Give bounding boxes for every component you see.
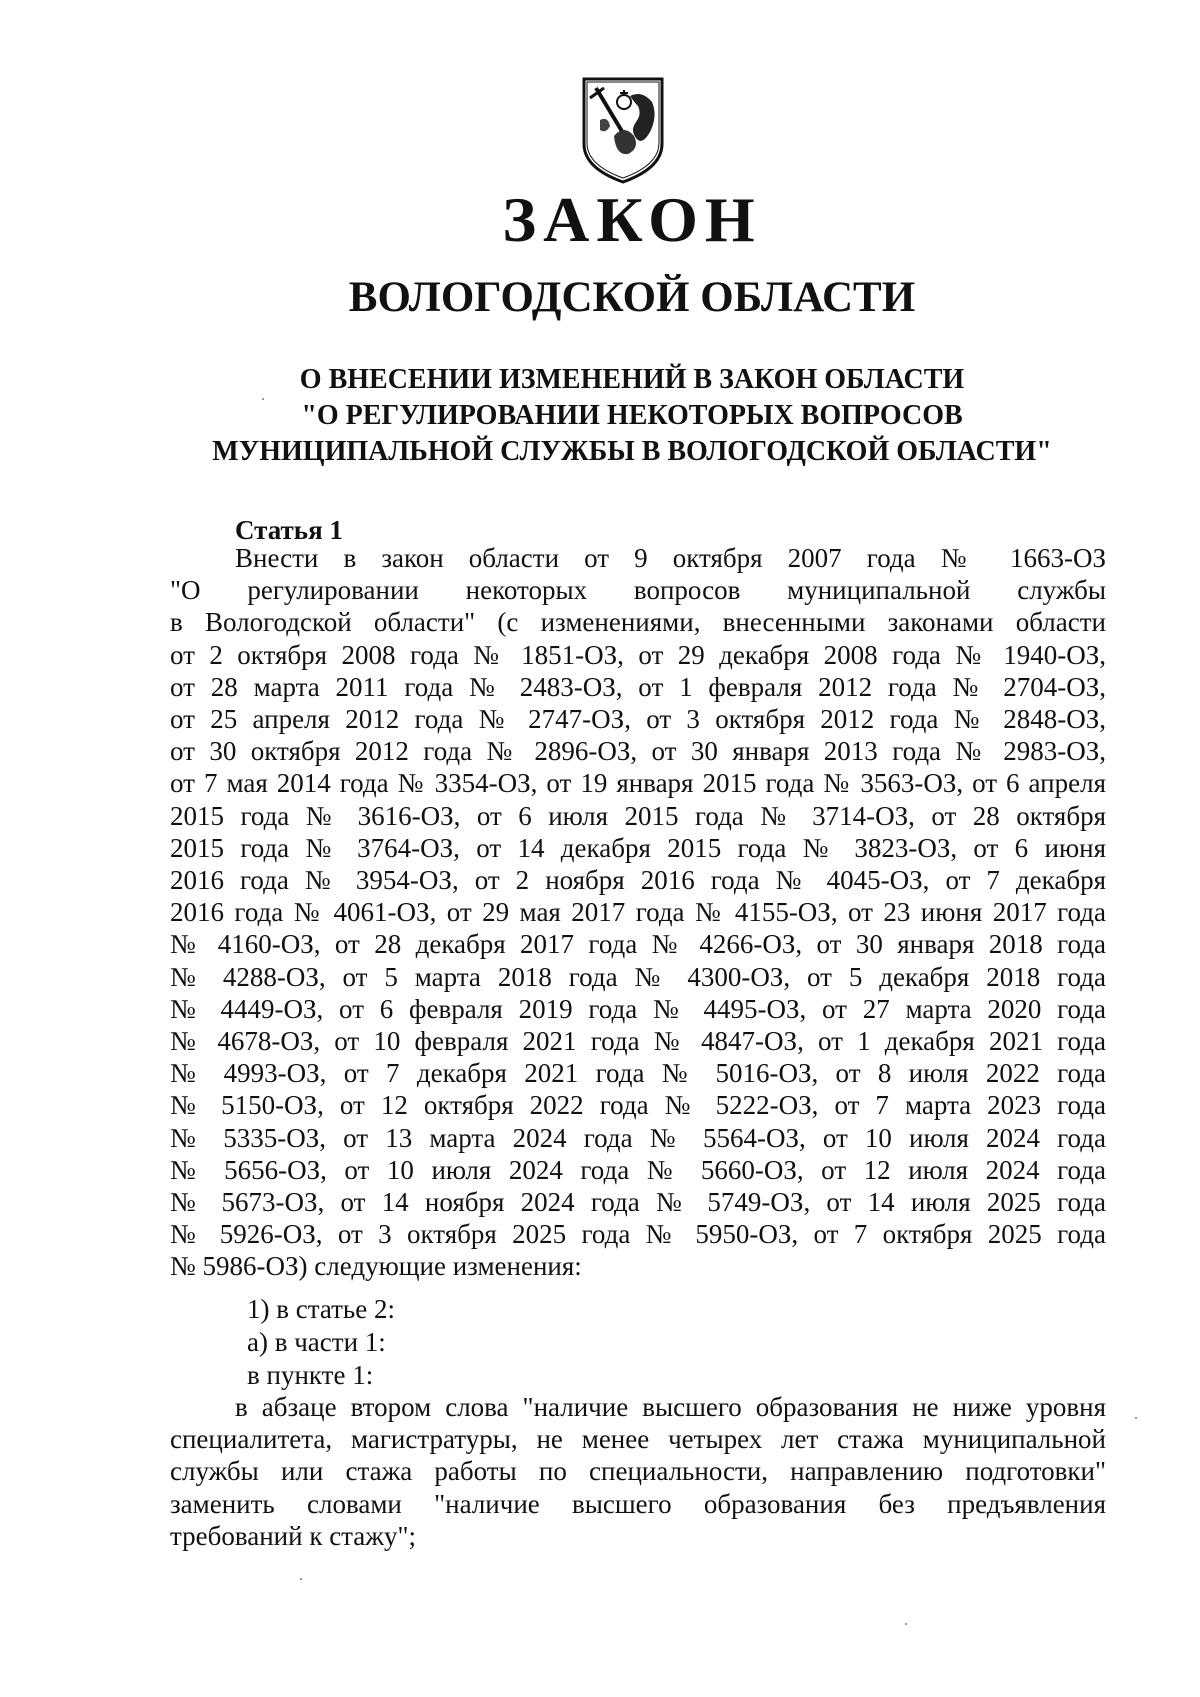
- paragraph-line: в Вологодской области" (с изменениями, внесенными законами области: [170, 607, 1106, 638]
- document-type-title: ЗАКОН: [502, 184, 762, 255]
- paragraph-line: требований к стажу";: [170, 1520, 416, 1551]
- article-title: Статья 1: [235, 515, 343, 545]
- list-item-point-1: в пункте 1:: [247, 1360, 374, 1390]
- abzac-paragraph: [170, 1391, 1106, 1552]
- paragraph-line: 2016 года № 4061-ОЗ, от 29 мая 2017 года № 4155-ОЗ, от 23 июня 2017 года: [170, 897, 1106, 928]
- scan-speck: [262, 398, 264, 400]
- scan-speck: [905, 1623, 907, 1625]
- paragraph-line: № 5673-ОЗ, от 14 ноября 2024 года № 5749-ОЗ, от 14 июля 2025 года: [170, 1187, 1106, 1218]
- coat-of-arms-emblem: [580, 76, 666, 186]
- paragraph-line: Внести в закон области от 9 октября 2007 года № 1663-ОЗ: [235, 543, 1106, 573]
- paragraph-line: от 28 марта 2011 года № 2483-ОЗ, от 1 февраля 2012 года № 2704-ОЗ,: [170, 671, 1106, 702]
- paragraph-line: 2015 года № 3764-ОЗ, от 14 декабря 2015 года № 3823-ОЗ, от 6 июня: [170, 832, 1106, 863]
- scan-speck: [300, 1578, 302, 1580]
- paragraph-line: № 4449-ОЗ, от 6 февраля 2019 года № 4495-ОЗ, от 27 марта 2020 года: [170, 993, 1106, 1024]
- paragraph-line: от 7 мая 2014 года № 3354-ОЗ, от 19 января 2015 года № 3563-ОЗ, от 6 апреля: [170, 768, 1106, 799]
- paragraph-line: в абзаце втором слова "наличие высшего образования не ниже уровня: [235, 1392, 1106, 1422]
- paragraph-line: 2016 года № 3954-ОЗ, от 2 ноября 2016 года № 4045-ОЗ, от 7 декабря: [170, 865, 1106, 896]
- region-subtitle: ВОЛОГОДСКОЙ ОБЛАСТИ: [348, 274, 916, 321]
- paragraph-line: № 5656-ОЗ, от 10 июля 2024 года № 5660-ОЗ, от 12 июля 2024 года: [170, 1154, 1106, 1185]
- paragraph-line: "О регулировании некоторых вопросов муниципальной службы: [170, 575, 1106, 606]
- paragraph-line: № 4993-ОЗ, от 7 декабря 2021 года № 5016-ОЗ, от 8 июля 2022 года: [170, 1058, 1106, 1089]
- paragraph-line: от 25 апреля 2012 года № 2747-ОЗ, от 3 октября 2012 года № 2848-ОЗ,: [170, 704, 1106, 735]
- paragraph-line: № 5986-ОЗ) следующие изменения:: [170, 1251, 582, 1282]
- paragraph-line: № 4288-ОЗ, от 5 марта 2018 года № 4300-ОЗ, от 5 декабря 2018 года: [170, 961, 1106, 992]
- list-item-1: 1) в статье 2:: [247, 1294, 395, 1324]
- heading-line: О ВНЕСЕНИИ ИЗМЕНЕНИЙ В ЗАКОН ОБЛАСТИ: [299, 364, 965, 395]
- paragraph-line: № 5335-ОЗ, от 13 марта 2024 года № 5564-ОЗ, от 10 июля 2024 года: [170, 1122, 1106, 1153]
- paragraph-line: № 5926-ОЗ, от 3 октября 2025 года № 5950-ОЗ, от 7 октября 2025 года: [170, 1219, 1106, 1250]
- paragraph-line: специалитета, магистратуры, не менее четырех лет стажа муниципальной: [170, 1424, 1106, 1455]
- heading-line: "О РЕГУЛИРОВАНИИ НЕКОТОРЫХ ВОПРОСОВ: [301, 400, 963, 431]
- scan-speck: [1135, 1417, 1137, 1419]
- paragraph-line: службы или стажа работы по специальности, направлению подготовки": [170, 1456, 1106, 1487]
- paragraph-line: № 4160-ОЗ, от 28 декабря 2017 года № 4266-ОЗ, от 30 января 2018 года: [170, 929, 1106, 960]
- paragraph-line: от 30 октября 2012 года № 2896-ОЗ, от 30 января 2013 года № 2983-ОЗ,: [170, 736, 1106, 767]
- article-intro-paragraph: [170, 542, 1106, 1283]
- paragraph-line: заменить словами "наличие высшего образования без предъявления: [170, 1488, 1106, 1519]
- paragraph-line: от 2 октября 2008 года № 1851-ОЗ, от 29 декабря 2008 года № 1940-ОЗ,: [170, 639, 1106, 670]
- list-item-a: а) в части 1:: [247, 1327, 386, 1357]
- heading-line: МУНИЦИПАЛЬНОЙ СЛУЖБЫ В ВОЛОГОДСКОЙ ОБЛАСТИ": [212, 436, 1052, 467]
- law-heading: [0, 362, 1200, 470]
- paragraph-line: № 5150-ОЗ, от 12 октября 2022 года № 5222-ОЗ, от 7 марта 2023 года: [170, 1090, 1106, 1121]
- paragraph-line: 2015 года № 3616-ОЗ, от 6 июля 2015 года № 3714-ОЗ, от 28 октября: [170, 800, 1106, 831]
- paragraph-line: № 4678-ОЗ, от 10 февраля 2021 года № 4847-ОЗ, от 1 декабря 2021 года: [170, 1026, 1106, 1057]
